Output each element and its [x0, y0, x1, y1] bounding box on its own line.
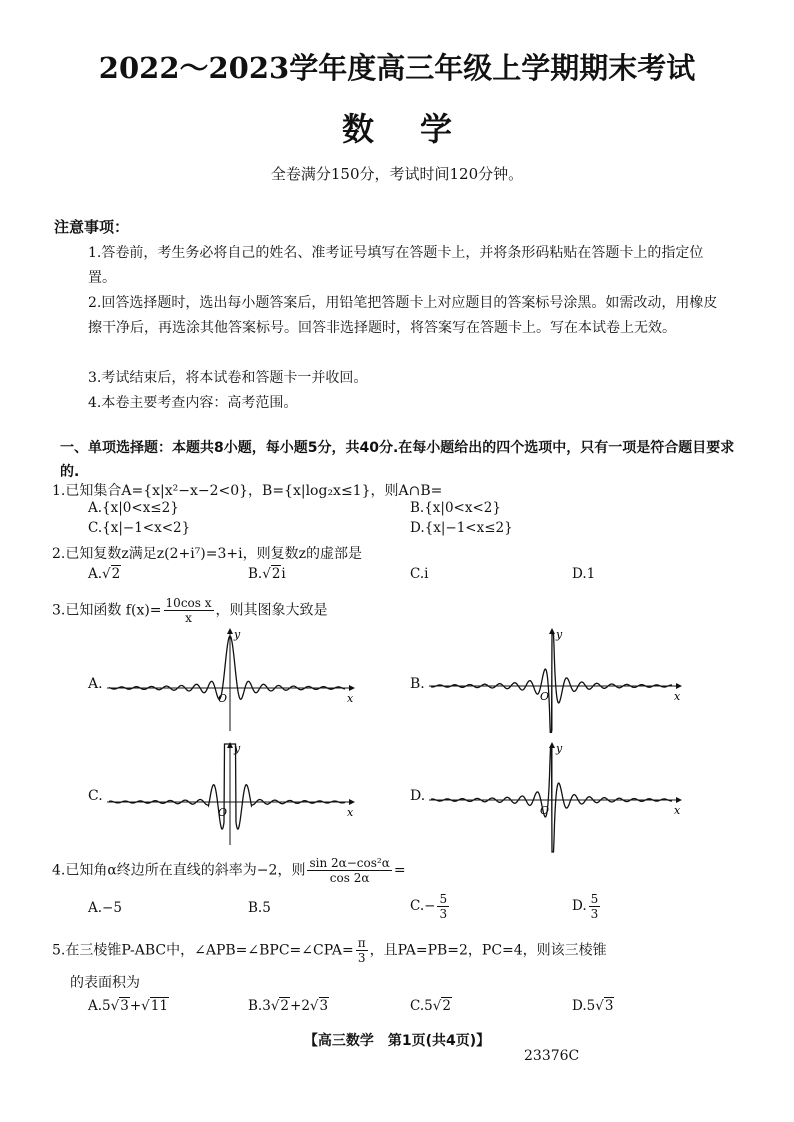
question-3-stem-suffix: ，则其图象大致是 [215, 602, 328, 619]
question-5-angle-numerator: π [357, 936, 366, 950]
question-5-option-a: A.5√3+√11 [88, 998, 168, 1014]
question-4-stem [52, 856, 406, 885]
question-4-option-a: A.−5 [88, 900, 122, 916]
question-5-option-a-radicand-2: 11 [150, 998, 168, 1014]
question-3-fraction-numerator: 10cos x [165, 596, 212, 610]
x-axis-label: x [674, 690, 681, 703]
question-3-stem-prefix: 3.已知函数 f(x)= [52, 602, 162, 619]
question-2-option-a: A.√2 [88, 566, 121, 582]
question-2-option-a-prefix: A. [88, 566, 103, 582]
question-5-option-b-prefix: B.3 [248, 998, 271, 1014]
score-note: 全卷满分150分，考试时间120分钟。 [270, 165, 524, 183]
question-5-stem-line-1 [52, 936, 607, 965]
graph-b [427, 628, 682, 733]
question-5-option-d-radicand: 3 [604, 998, 614, 1014]
question-4-option-c-prefix: C.− [410, 898, 436, 914]
question-3-fraction-denominator: x [185, 611, 192, 625]
question-2-option-d: D.1 [572, 566, 596, 582]
graph-d-label: D. [410, 788, 426, 804]
graph-a [105, 628, 355, 733]
x-axis-arrow [349, 685, 355, 691]
y-axis-arrow [549, 742, 555, 748]
question-2-option-b-prefix: B. [248, 566, 263, 582]
question-4-fraction [307, 856, 391, 885]
y-axis-arrow [227, 628, 233, 634]
x-axis-arrow [676, 797, 682, 803]
question-5-option-d-prefix: D.5 [572, 998, 596, 1014]
graph-c [105, 742, 355, 847]
y-axis-label: y [556, 628, 563, 641]
question-4-stem-prefix: 4.已知角α终边所在直线的斜率为−2，则 [52, 862, 306, 879]
notice-item-3: 3.考试结束后，将本试卷和答题卡一并收回。 [88, 370, 368, 386]
question-4-option-c-fraction [437, 892, 449, 921]
question-4-option-d-prefix: D. [572, 898, 587, 914]
question-2-stem: 2.已知复数z满足z(2+i⁷)=3+i，则复数z的虚部是 [52, 546, 362, 562]
question-4-option-b: B.5 [248, 900, 271, 916]
function-curve [109, 636, 345, 699]
origin-label: O [218, 806, 228, 819]
question-5-option-d: D.5√3 [572, 998, 614, 1014]
page-footer: 【高三数学 第1页(共4页)】 [303, 1033, 491, 1049]
question-5-stem-prefix: 5.在三棱锥P-ABC中，∠APB=∠BPC=∠CPA= [52, 942, 354, 959]
question-1-option-a: A.{x|0<x≤2} [88, 500, 179, 516]
x-axis-label: x [347, 806, 354, 819]
question-4-option-c-numerator: 5 [439, 892, 448, 906]
y-axis-arrow [549, 628, 555, 634]
question-4-option-d [572, 892, 602, 921]
question-5-option-c-radicand: 2 [442, 998, 451, 1014]
notice-heading: 注意事项： [54, 218, 130, 236]
question-5-option-b-mid: +2 [290, 998, 310, 1014]
question-4-fraction-denominator: cos 2α [329, 871, 370, 885]
notice-item-1: 1.答卷前，考生务必将自己的姓名、准考证号填写在答题卡上，并将条形码粘贴在答题卡上的指定位置。 [88, 245, 704, 286]
question-5-angle-denominator: 3 [357, 951, 366, 965]
question-4-stem-suffix: = [393, 862, 406, 879]
question-2-option-b: B.√2i [248, 566, 286, 582]
question-2-option-c: C.i [410, 566, 429, 582]
page-title: 2022～2023学年度高三年级上学期期末考试 [98, 51, 696, 85]
question-2-option-b-radicand: 2 [271, 566, 281, 582]
question-1-option-d: D.{x|−1<x≤2} [410, 520, 513, 536]
notice-item-2: 2.回答选择题时，选出每小题答案后，用铅笔把答题卡上对应题目的答案标号涂黑。如需改动，用橡皮擦干净后，再选涂其他答案标号。回答非选择题时，将答案写在答题卡上。写在本试卷上无效。 [88, 295, 718, 336]
notice-item-4: 4.本卷主要考查内容：高考范围。 [88, 395, 298, 411]
question-2-option-a-radicand: 2 [111, 566, 121, 582]
question-4-option-d-numerator: 5 [590, 892, 599, 906]
question-5-option-a-mid: + [129, 998, 142, 1014]
question-5-stem-suffix: ，且PA=PB=2，PC=4，则该三棱锥 [369, 942, 607, 959]
question-1-option-b: B.{x|0<x<2} [410, 500, 501, 516]
section-heading: 一、单项选择题：本题共8小题，每小题5分，共40分.在每小题给出的四个选项中，只有一项是符合题目要求的. [60, 440, 735, 480]
question-4-fraction-numerator: sin 2α−cos²α [309, 856, 390, 870]
question-5-angle-fraction [356, 936, 368, 965]
y-axis-label: y [556, 742, 563, 755]
origin-label: O [540, 690, 550, 703]
question-3-fraction [164, 596, 214, 625]
question-4-option-d-fraction [589, 892, 601, 921]
x-axis-arrow [349, 799, 355, 805]
question-4-option-c [410, 892, 451, 921]
question-5-option-c-prefix: C.5 [410, 998, 433, 1014]
x-axis-label: x [674, 804, 681, 817]
y-axis-label: y [234, 742, 241, 755]
question-5-option-b-radicand-1: 2 [280, 998, 290, 1014]
origin-label: O [218, 692, 228, 705]
paper-code: 23376C [524, 1048, 580, 1064]
x-axis-arrow [676, 683, 682, 689]
question-2-option-b-suffix: i [281, 566, 286, 582]
question-5-option-a-radicand-1: 3 [120, 998, 129, 1014]
graph-d [427, 742, 682, 852]
question-5-option-c: C.5√2 [410, 998, 451, 1014]
question-4-option-d-denominator: 3 [590, 907, 599, 921]
origin-label: O [540, 804, 550, 817]
question-4-option-c-denominator: 3 [439, 907, 448, 921]
question-5-option-b: B.3√2+2√3 [248, 998, 329, 1014]
question-3-stem [52, 596, 328, 625]
subject-title: 数学 [341, 110, 498, 148]
question-5-option-b-radicand-2: 3 [319, 998, 329, 1014]
question-5-option-a-prefix: A.5 [88, 998, 111, 1014]
graph-a-label: A. [88, 676, 103, 692]
y-axis-label: y [234, 628, 241, 641]
question-1-stem: 1.已知集合A={x|x²−x−2<0}，B={x|log₂x≤1}，则A∩B= [52, 483, 443, 499]
graph-b-label: B. [410, 676, 425, 692]
graph-c-label: C. [88, 788, 103, 804]
y-axis-arrow [227, 742, 233, 748]
question-5-stem-line-2: 的表面积为 [70, 975, 140, 991]
function-curve [431, 634, 672, 733]
question-1-option-c: C.{x|−1<x<2} [88, 520, 191, 536]
x-axis-label: x [347, 692, 354, 705]
